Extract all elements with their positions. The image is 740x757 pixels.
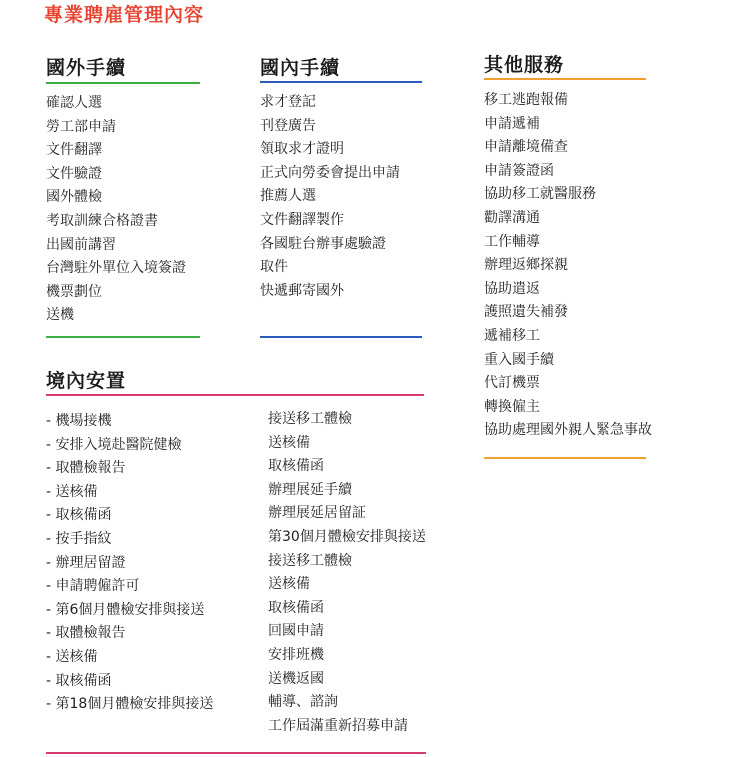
other-service-item: 申請簽證函 bbox=[484, 162, 554, 179]
domestic-item: 文件翻譯製作 bbox=[260, 211, 344, 228]
placement-item: 送核備 bbox=[268, 434, 310, 451]
placement-item: 輔導、諮詢 bbox=[268, 694, 338, 711]
placement-item: 第30個月體檢安排與接送 bbox=[268, 528, 426, 545]
other-heading-underline bbox=[484, 78, 646, 80]
placement-item: - 安排入境赴醫院健檢 bbox=[46, 434, 213, 458]
overseas-item: 出國前講習 bbox=[46, 236, 116, 253]
placement-item: 送機返國 bbox=[268, 670, 324, 687]
domestic-item: 取件 bbox=[260, 259, 288, 276]
other-service-item: 協助移工就醫服務 bbox=[484, 186, 596, 203]
placement-item: - 第6個月體檢安排與接送 bbox=[46, 599, 213, 623]
placement-item: 辦理展延手續 bbox=[268, 481, 352, 498]
domestic-item: 推薦人選 bbox=[260, 188, 316, 205]
domestic-item: 各國駐台辦事處驗證 bbox=[260, 235, 386, 252]
placement-item: - 機場接機 bbox=[46, 410, 213, 434]
other-service-item: 代訂機票 bbox=[484, 375, 540, 392]
placement-item: - 送核備 bbox=[46, 481, 213, 505]
domestic-item: 正式向勞委會提出申請 bbox=[260, 164, 400, 181]
section-overseas-procedures bbox=[46, 53, 126, 80]
overseas-item: 考取訓練合格證書 bbox=[46, 212, 158, 229]
placement-item: - 辦理居留證 bbox=[46, 552, 213, 576]
other-service-item: 申請離境備查 bbox=[484, 139, 568, 156]
other-service-item: 協助處理國外親人緊急事故 bbox=[484, 422, 652, 439]
domestic-bottom-rule bbox=[260, 336, 422, 338]
placement-item: 取核備函 bbox=[268, 599, 324, 616]
overseas-item: 文件翻譯 bbox=[46, 142, 102, 159]
placement-item: - 取核備函 bbox=[46, 504, 213, 528]
other-service-item: 辦理返鄉探親 bbox=[484, 257, 568, 274]
placement-left-list bbox=[46, 410, 213, 717]
placement-item: 接送移工體檢 bbox=[268, 552, 352, 569]
section-other-services bbox=[484, 50, 564, 77]
placement-item: - 申請聘僱許可 bbox=[46, 575, 213, 599]
section-domestic-placement bbox=[46, 366, 126, 393]
domestic-item: 刊登廣告 bbox=[260, 117, 316, 134]
placement-bottom-rule bbox=[46, 752, 426, 754]
domestic-item: 領取求才證明 bbox=[260, 141, 344, 158]
placement-item: - 送核備 bbox=[46, 646, 213, 670]
page-title: 專業聘雇管理內容 bbox=[44, 4, 205, 26]
other-service-item: 移工逃跑報備 bbox=[484, 92, 568, 108]
overseas-item: 機票劃位 bbox=[46, 283, 102, 300]
other-service-item: 轉換僱主 bbox=[484, 398, 540, 415]
other-service-item: 協助遣返 bbox=[484, 280, 540, 297]
placement-item: - 按手指紋 bbox=[46, 528, 213, 552]
placement-item: - 取核備函 bbox=[46, 670, 213, 694]
placement-heading: 境內安置 bbox=[46, 370, 127, 392]
placement-right-list bbox=[268, 408, 426, 738]
other-service-item: 申請遞補 bbox=[484, 115, 540, 132]
other-service-item: 護照遺失補發 bbox=[484, 304, 568, 321]
overseas-bottom-rule bbox=[46, 336, 200, 338]
domestic-list bbox=[260, 91, 400, 303]
placement-item: 工作屆滿重新招募申請 bbox=[268, 717, 408, 734]
placement-item: - 第18個月體檢安排與接送 bbox=[46, 693, 213, 717]
overseas-heading-underline bbox=[46, 82, 200, 84]
overseas-list bbox=[46, 92, 186, 328]
domestic-item: 求才登記 bbox=[260, 94, 316, 110]
overseas-item: 文件驗證 bbox=[46, 165, 102, 182]
placement-item: - 取體檢報告 bbox=[46, 622, 213, 646]
placement-item: 辦理展延居留証 bbox=[268, 505, 366, 522]
overseas-heading: 國外手續 bbox=[46, 57, 127, 79]
domestic-item: 快遞郵寄國外 bbox=[260, 282, 344, 299]
other-service-item: 重入國手續 bbox=[484, 351, 554, 368]
placement-heading-underline bbox=[46, 394, 424, 396]
other-service-item: 遞補移工 bbox=[484, 327, 540, 344]
other-list bbox=[484, 89, 652, 443]
placement-item: 取核備函 bbox=[268, 458, 324, 475]
domestic-heading: 國內手續 bbox=[260, 57, 341, 79]
placement-item: 接送移工體檢 bbox=[268, 411, 352, 427]
domestic-heading-underline bbox=[260, 81, 422, 83]
placement-item: 送核備 bbox=[268, 576, 310, 593]
other-service-item: 勸譯溝通 bbox=[484, 209, 540, 226]
other-service-item: 工作輔導 bbox=[484, 233, 540, 250]
overseas-item: 國外體檢 bbox=[46, 189, 102, 206]
placement-item: 回國申請 bbox=[268, 623, 324, 640]
other-heading: 其他服務 bbox=[484, 54, 565, 76]
other-bottom-rule bbox=[484, 457, 646, 459]
placement-item: - 取體檢報告 bbox=[46, 457, 213, 481]
placement-item: 安排班機 bbox=[268, 646, 324, 663]
overseas-item: 送機 bbox=[46, 307, 74, 324]
overseas-item: 確認人選 bbox=[46, 95, 102, 111]
overseas-item: 台灣駐外單位入境簽證 bbox=[46, 260, 186, 277]
overseas-item: 勞工部申請 bbox=[46, 118, 116, 135]
section-domestic-procedures bbox=[260, 53, 340, 80]
